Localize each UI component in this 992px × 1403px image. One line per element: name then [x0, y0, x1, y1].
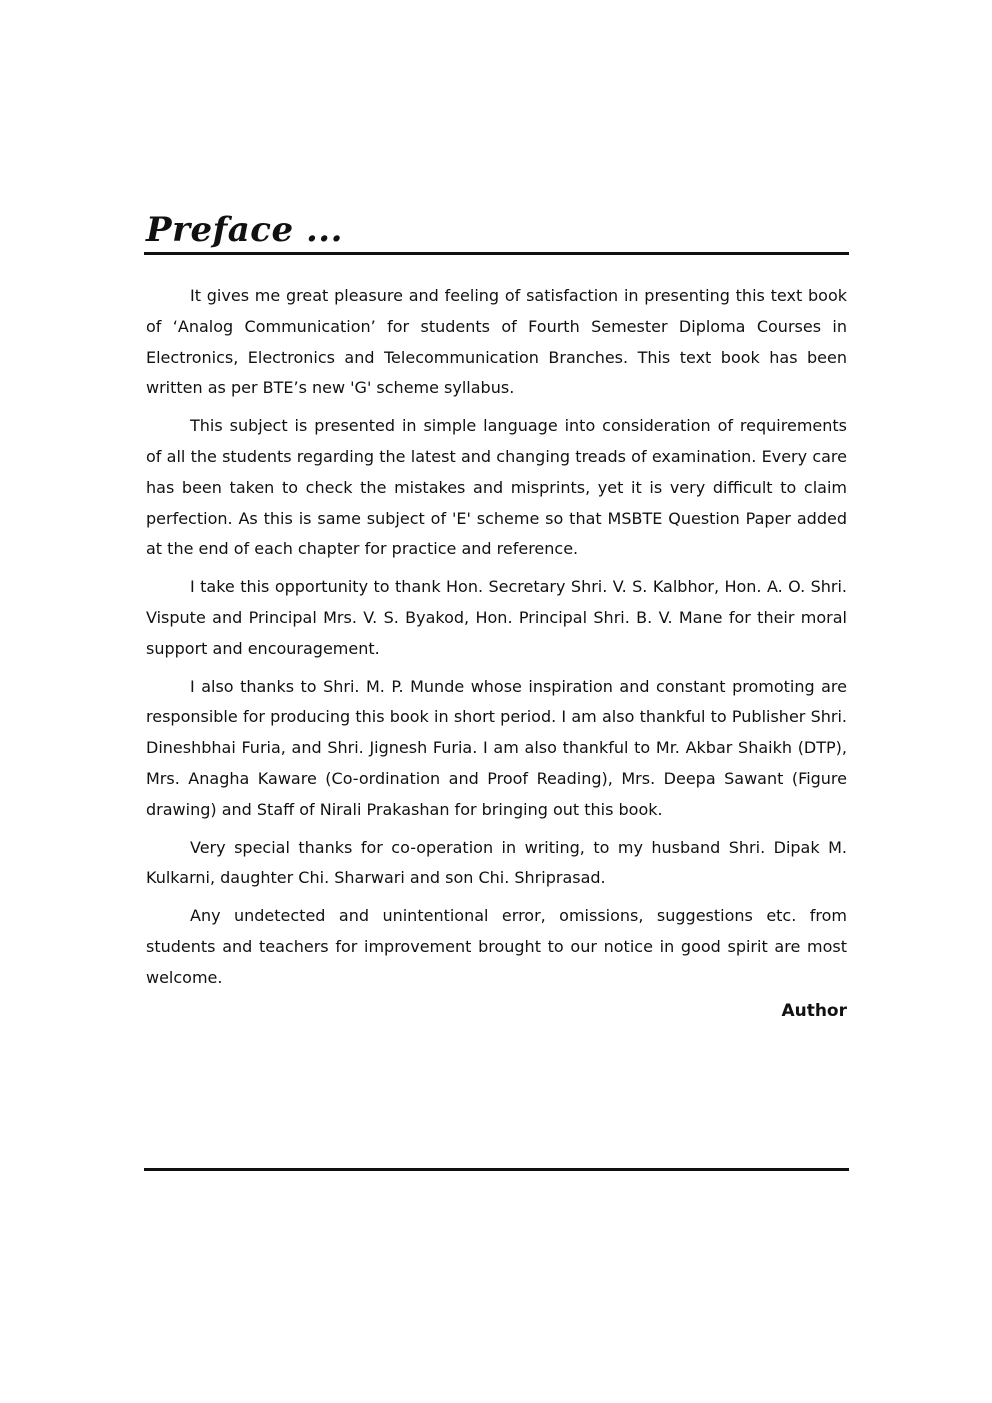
- preface-body: [146, 281, 847, 1001]
- footer-rule: [144, 1168, 849, 1171]
- title-underline: [144, 252, 849, 255]
- preface-paragraph: This subject is presented in simple language into consideration of requirements of all the students regarding the latest and changing treads of examination. Every care has been taken to check the mistakes and misprints, yet it is very difficult to claim perfection. As this is same subject of 'E' scheme so that MSBTE Question Paper added at the end of each chapter for practice and reference.: [146, 416, 847, 559]
- author-signature: Author: [781, 1001, 847, 1021]
- preface-paragraph: Very special thanks for co-operation in writing, to my husband Shri. Dipak M. Kulkarni, daughter Chi. Sharwari and son Chi. Shriprasad.: [146, 837, 847, 888]
- preface-paragraph: It gives me great pleasure and feeling of satisfaction in presenting this text book of ‘Analog Communication’ for students of Fourth Semester Diploma Courses in Electronics, Electronics and Telecommunication Branches. This text book has been written as per BTE’s new 'G' scheme syllabus.: [146, 286, 847, 398]
- page-title: Preface ...: [146, 210, 343, 250]
- preface-paragraph: I take this opportunity to thank Hon. Secretary Shri. V. S. Kalbhor, Hon. A. O. Shri. Vispute and Principal Mrs. V. S. Byakod, Hon. Principal Shri. B. V. Mane for their moral support and encouragement.: [146, 577, 847, 658]
- preface-paragraph: Any undetected and unintentional error, omissions, suggestions etc. from students and teachers for improvement brought to our notice in good spirit are most welcome.: [146, 906, 847, 987]
- preface-paragraph: I also thanks to Shri. M. P. Munde whose inspiration and constant promoting are responsible for producing this book in short period. I am also thankful to Publisher Shri. Dineshbhai Furia, and Shri. Jignesh Furia. I am also thankful to Mr. Akbar Shaikh (DTP), Mrs. Anagha Kaware (Co-ordination and Proof Reading), Mrs. Deepa Sawant (Figure drawing) and Staff of Nirali Prakashan for bringing out this book.: [146, 676, 847, 819]
